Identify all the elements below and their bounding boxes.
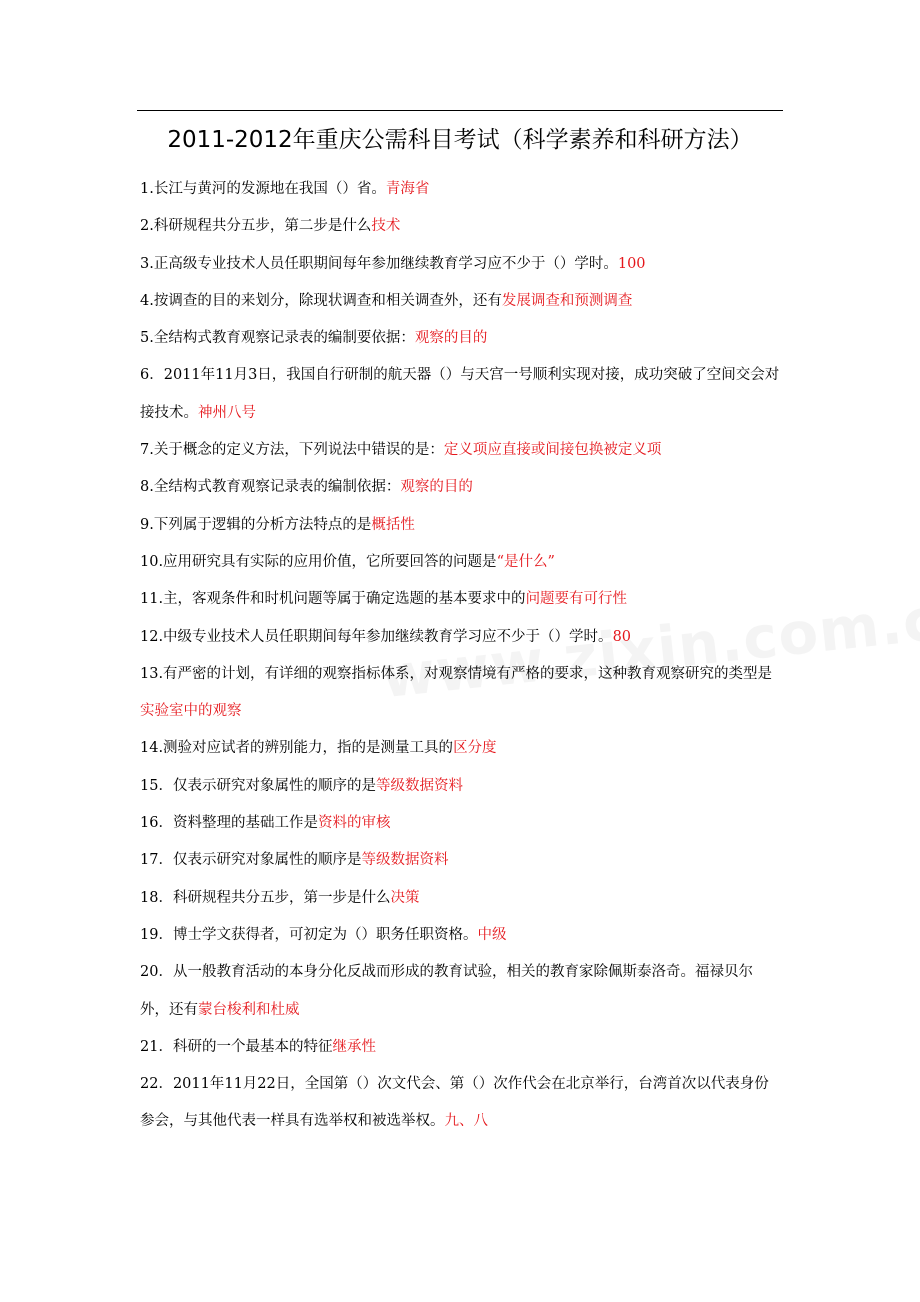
question-text: 6．2011年11月3日，我国自行研制的航天器（）与天宫一号顺利实现对接，成功突破了空间交会对接技术。 — [140, 367, 780, 421]
question-text: 12.中级专业技术人员任职期间每年参加继续教育学习应不少于（）学时。 — [140, 628, 613, 645]
answer-text: 技术 — [371, 218, 401, 235]
question-text: 3.正高级专业技术人员任职期间每年参加继续教育学习应不少于（）学时。 — [140, 255, 618, 272]
header-rule — [137, 110, 783, 111]
question-item — [140, 1066, 780, 1141]
question-item — [140, 581, 780, 618]
question-text: 10.应用研究具有实际的应用价值，它所要回答的问题是 — [140, 553, 497, 570]
answer-text: 发展调查和预测调查 — [501, 292, 633, 309]
answer-text: 神州八号 — [198, 404, 256, 421]
question-item — [140, 730, 780, 767]
question-item — [140, 805, 780, 842]
answer-text: 九、八 — [444, 1113, 488, 1130]
question-text: 17．仅表示研究对象属性的顺序是 — [140, 852, 362, 869]
answer-text: 青海省 — [385, 181, 430, 197]
question-text: 9.下列属于逻辑的分析方法特点的是 — [140, 516, 372, 533]
answer-text: 资料的审核 — [317, 815, 391, 832]
answer-text: 继承性 — [332, 1038, 376, 1055]
answer-text: 决策 — [390, 889, 420, 906]
question-item — [140, 283, 780, 320]
question-item — [140, 619, 780, 656]
answer-text: 100 — [617, 255, 646, 272]
answer-text: 概括性 — [371, 516, 415, 533]
answer-text: 中级 — [477, 926, 507, 943]
question-item — [140, 842, 780, 879]
question-text: 22．2011年11月22日，全国第（）次文代会、第（）次作代会在北京举行，台湾首次以代表身份参会，与其他代表一样具有选举权和被选举权。 — [140, 1076, 769, 1130]
question-item — [140, 917, 780, 954]
question-text: 20．从一般教育活动的本身分化反战而形成的教育试验，相关的教育家除佩斯泰洛奇。福禄贝尔外，还有 — [140, 964, 753, 1018]
question-text: 14.测验对应试者的辨别能力，指的是测量工具的 — [140, 740, 454, 757]
question-text: 11.主，客观条件和时机问题等属于确定选题的基本要求中的 — [140, 591, 526, 608]
question-text: 2.科研规程共分五步，第二步是什么 — [140, 218, 372, 235]
question-text: 7.关于概念的定义方法，下列说法中错误的是： — [140, 442, 444, 459]
question-text: 16．资料整理的基础工作是 — [140, 815, 318, 832]
question-list — [140, 171, 780, 1141]
answer-text: 等级数据资料 — [361, 852, 449, 869]
question-item — [140, 357, 780, 432]
answer-text: 定义项应直接或间接包换被定义项 — [443, 442, 662, 459]
answer-text: 实验室中的观察 — [140, 703, 242, 720]
question-item — [140, 171, 780, 208]
question-item — [140, 320, 780, 357]
question-text: 21．科研的一个最基本的特征 — [140, 1038, 333, 1055]
question-text: 19．博士学文获得者，可初定为（）职务任职资格。 — [140, 926, 478, 943]
answer-text: 问题要有可行性 — [525, 591, 628, 608]
question-item — [140, 469, 780, 506]
answer-text: 观察的目的 — [400, 479, 473, 496]
answer-text: 80 — [612, 628, 632, 645]
question-text: 4.按调查的目的来划分，除现状调查和相关调查外，还有 — [140, 292, 502, 309]
question-item — [140, 544, 780, 581]
question-item — [140, 507, 780, 544]
question-text: 15．仅表示研究对象属性的顺序的是 — [140, 777, 376, 794]
question-item — [140, 656, 780, 731]
answer-text: 等级数据资料 — [375, 777, 463, 794]
question-text: 5.全结构式教育观察记录表的编制要依据： — [140, 330, 415, 347]
question-text: 1.长江与黄河的发源地在我国（）省。 — [140, 181, 386, 197]
question-item — [140, 1029, 780, 1066]
question-text: 18．科研规程共分五步，第一步是什么 — [140, 889, 391, 906]
question-item — [140, 954, 780, 1029]
question-text: 13.有严密的计划，有详细的观察指标体系，对观察情境有严格的要求，这种教育观察研究的类型是 — [140, 665, 773, 682]
answer-text: 蒙台梭利和杜威 — [198, 1001, 300, 1018]
question-item — [140, 246, 780, 283]
question-text: 8.全结构式教育观察记录表的编制依据： — [140, 479, 401, 496]
answer-text: 观察的目的 — [414, 330, 488, 347]
question-item — [140, 208, 780, 245]
question-item — [140, 432, 780, 469]
question-item — [140, 880, 780, 917]
answer-text: 区分度 — [453, 740, 497, 757]
document-title: 2011-2012年重庆公需科目考试（科学素养和科研方法） — [167, 127, 753, 153]
question-item — [140, 768, 780, 805]
answer-text: “是什么” — [496, 553, 555, 570]
